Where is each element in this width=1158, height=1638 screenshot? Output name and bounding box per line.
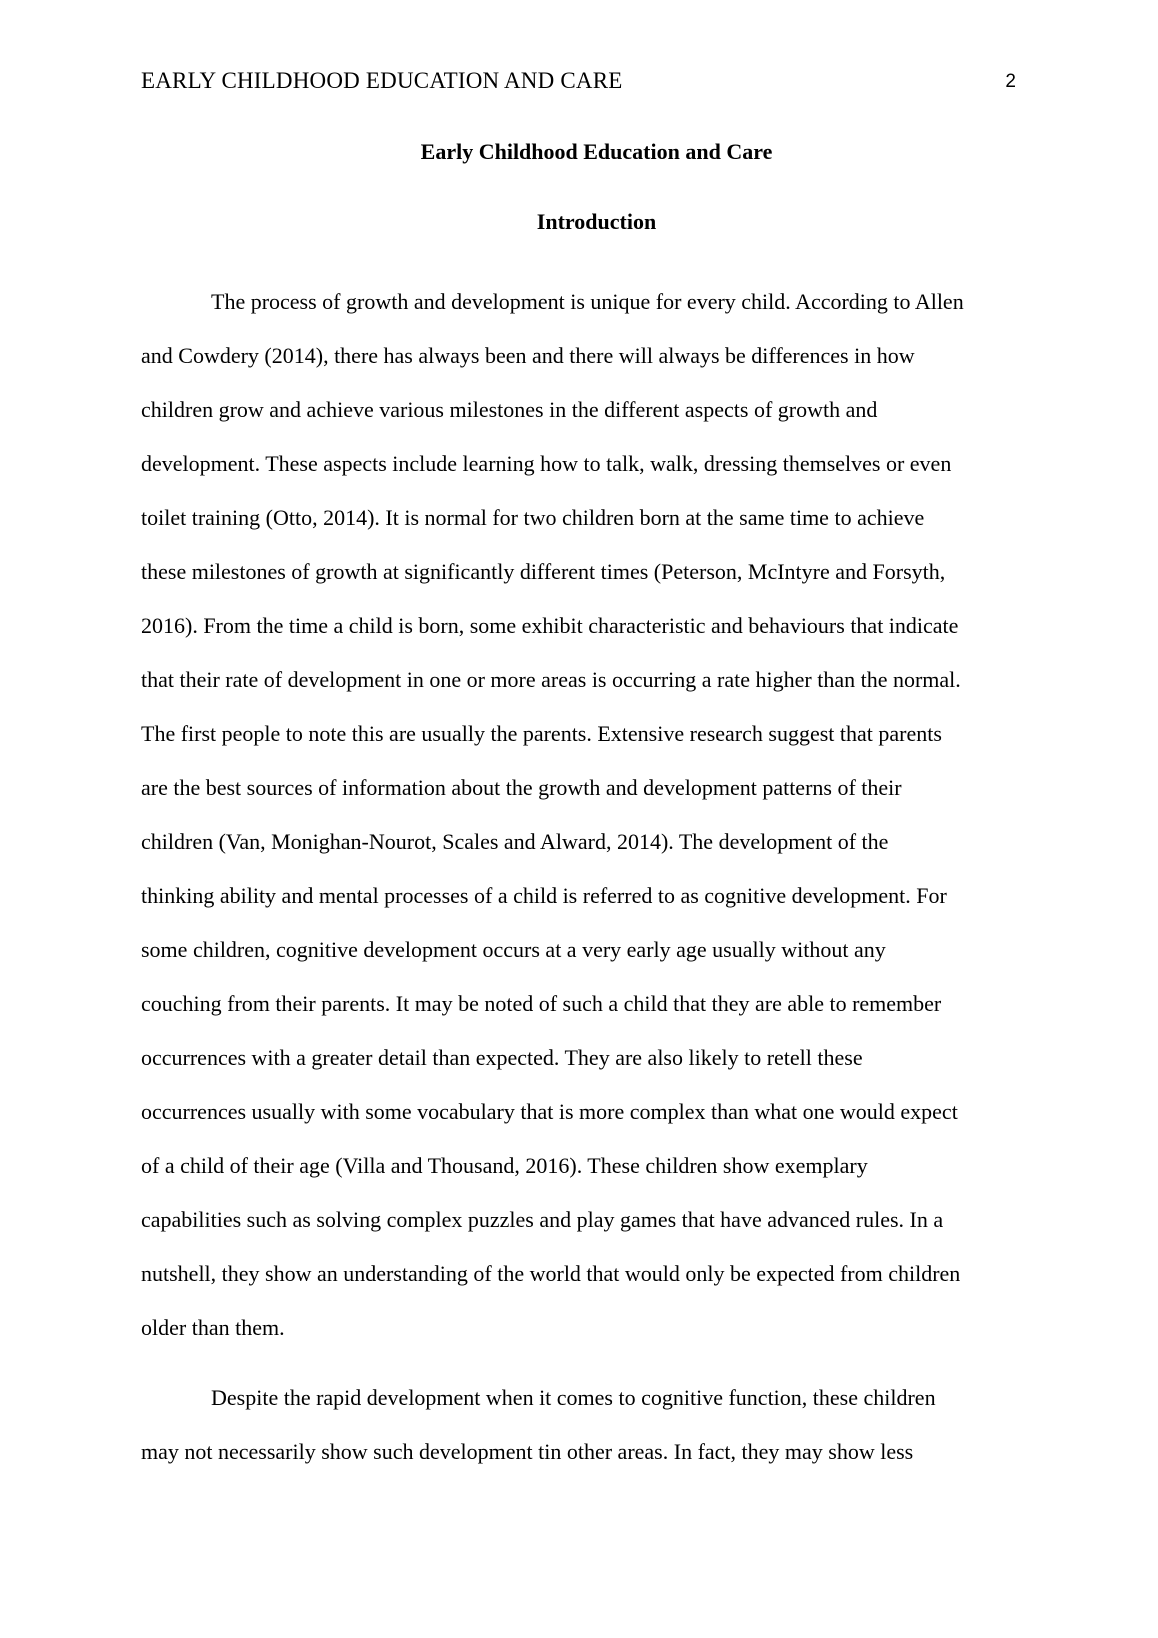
paragraph-line: couching from their parents. It may be noted of such a child that they are able to remember xyxy=(141,991,942,1016)
paragraph-line: The process of growth and development is unique for every child. According to Allen xyxy=(211,289,964,314)
body-text xyxy=(141,275,1021,1479)
paragraph-line: The first people to note this are usually the parents. Extensive research suggest that parents xyxy=(141,721,942,746)
paragraph-line: of a child of their age (Villa and Thousand, 2016). These children show exemplary xyxy=(141,1153,868,1178)
paragraph-line: and Cowdery (2014), there has always been and there will always be differences in how xyxy=(141,343,915,368)
paragraph-line: children (Van, Monighan-Nourot, Scales and Alward, 2014). The development of the xyxy=(141,829,889,854)
page-number: 2 xyxy=(1005,71,1016,92)
paragraph-line: some children, cognitive development occurs at a very early age usually without any xyxy=(141,937,886,962)
running-head: EARLY CHILDHOOD EDUCATION AND CARE xyxy=(141,68,623,93)
paragraph-spacer xyxy=(141,1355,1021,1371)
paragraph-line: that their rate of development in one or more areas is occurring a rate higher than the normal. xyxy=(141,667,961,692)
paragraph-line: may not necessarily show such development tin other areas. In fact, they may show less xyxy=(141,1439,914,1464)
paragraph xyxy=(141,275,1021,1355)
paragraph-line: Despite the rapid development when it comes to cognitive function, these children xyxy=(211,1385,936,1410)
paragraph-line: occurrences with a greater detail than expected. They are also likely to retell these xyxy=(141,1045,863,1070)
document-title: Early Childhood Education and Care xyxy=(420,139,773,164)
paragraph-line: older than them. xyxy=(141,1315,285,1340)
paragraph-line: these milestones of growth at significantly different times (Peterson, McIntyre and Forsyth, xyxy=(141,559,946,584)
paragraph-line: thinking ability and mental processes of a child is referred to as cognitive development. For xyxy=(141,883,947,908)
paragraph-line: occurrences usually with some vocabulary that is more complex than what one would expect xyxy=(141,1099,958,1124)
paragraph-line: nutshell, they show an understanding of the world that would only be expected from children xyxy=(141,1261,961,1286)
paragraph-line: toilet training (Otto, 2014). It is normal for two children born at the same time to achieve xyxy=(141,505,925,530)
paragraph-line: capabilities such as solving complex puzzles and play games that have advanced rules. In a xyxy=(141,1207,944,1232)
paragraph xyxy=(141,1371,1021,1479)
paragraph-line: development. These aspects include learning how to talk, walk, dressing themselves or even xyxy=(141,451,952,476)
section-heading: Introduction xyxy=(536,209,657,234)
paragraph-line: are the best sources of information about the growth and development patterns of their xyxy=(141,775,902,800)
paragraph-line: children grow and achieve various milestones in the different aspects of growth and xyxy=(141,397,878,422)
paragraph-line: 2016). From the time a child is born, some exhibit characteristic and behaviours that indicate xyxy=(141,613,959,638)
